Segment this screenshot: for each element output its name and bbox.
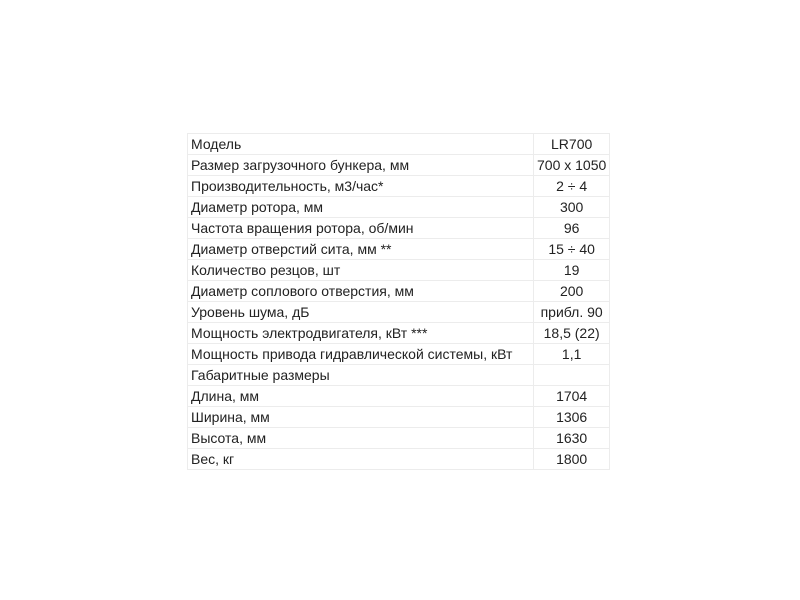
row-name: Размер загрузочного бункера, мм (188, 155, 534, 176)
row-name: Длина, мм (188, 386, 534, 407)
row-name: Вес, кг (188, 449, 534, 470)
row-name: Производительность, м3/час* (188, 176, 534, 197)
row-value: прибл. 90 (534, 302, 610, 323)
row-name: Количество резцов, шт (188, 260, 534, 281)
row-name: Высота, мм (188, 428, 534, 449)
row-value: 1306 (534, 407, 610, 428)
row-value: 19 (534, 260, 610, 281)
row-name: Ширина, мм (188, 407, 534, 428)
row-value: 700 х 1050 (534, 155, 610, 176)
row-name: Мощность электродвигателя, кВт *** (188, 323, 534, 344)
table-row (188, 155, 610, 176)
row-value: 2 ÷ 4 (534, 176, 610, 197)
row-value: 96 (534, 218, 610, 239)
row-name: Мощность привода гидравлической системы, кВт (188, 344, 534, 365)
table-row (188, 323, 610, 344)
row-value: 1,1 (534, 344, 610, 365)
spec-table (187, 133, 610, 470)
table-row (188, 260, 610, 281)
table-row (188, 449, 610, 470)
table-row (188, 281, 610, 302)
table-row (188, 386, 610, 407)
row-value: 300 (534, 197, 610, 218)
row-name: Диаметр ротора, мм (188, 197, 534, 218)
row-value: 15 ÷ 40 (534, 239, 610, 260)
row-name: Частота вращения ротора, об/мин (188, 218, 534, 239)
table-row (188, 197, 610, 218)
table-row (188, 407, 610, 428)
row-value: 1800 (534, 449, 610, 470)
table-row (188, 134, 610, 155)
row-name: Уровень шума, дБ (188, 302, 534, 323)
row-name: Модель (188, 134, 534, 155)
row-value: 18,5 (22) (534, 323, 610, 344)
row-value: 1704 (534, 386, 610, 407)
row-name: Диаметр отверстий сита, мм ** (188, 239, 534, 260)
row-value: 1630 (534, 428, 610, 449)
table-row (188, 365, 610, 386)
table-row (188, 302, 610, 323)
row-value (534, 365, 610, 386)
row-value: LR700 (534, 134, 610, 155)
table-row (188, 176, 610, 197)
table-row (188, 239, 610, 260)
row-value: 200 (534, 281, 610, 302)
row-name: Габаритные размеры (188, 365, 534, 386)
table-row (188, 344, 610, 365)
row-name: Диаметр соплового отверстия, мм (188, 281, 534, 302)
table-row (188, 218, 610, 239)
table-row (188, 428, 610, 449)
